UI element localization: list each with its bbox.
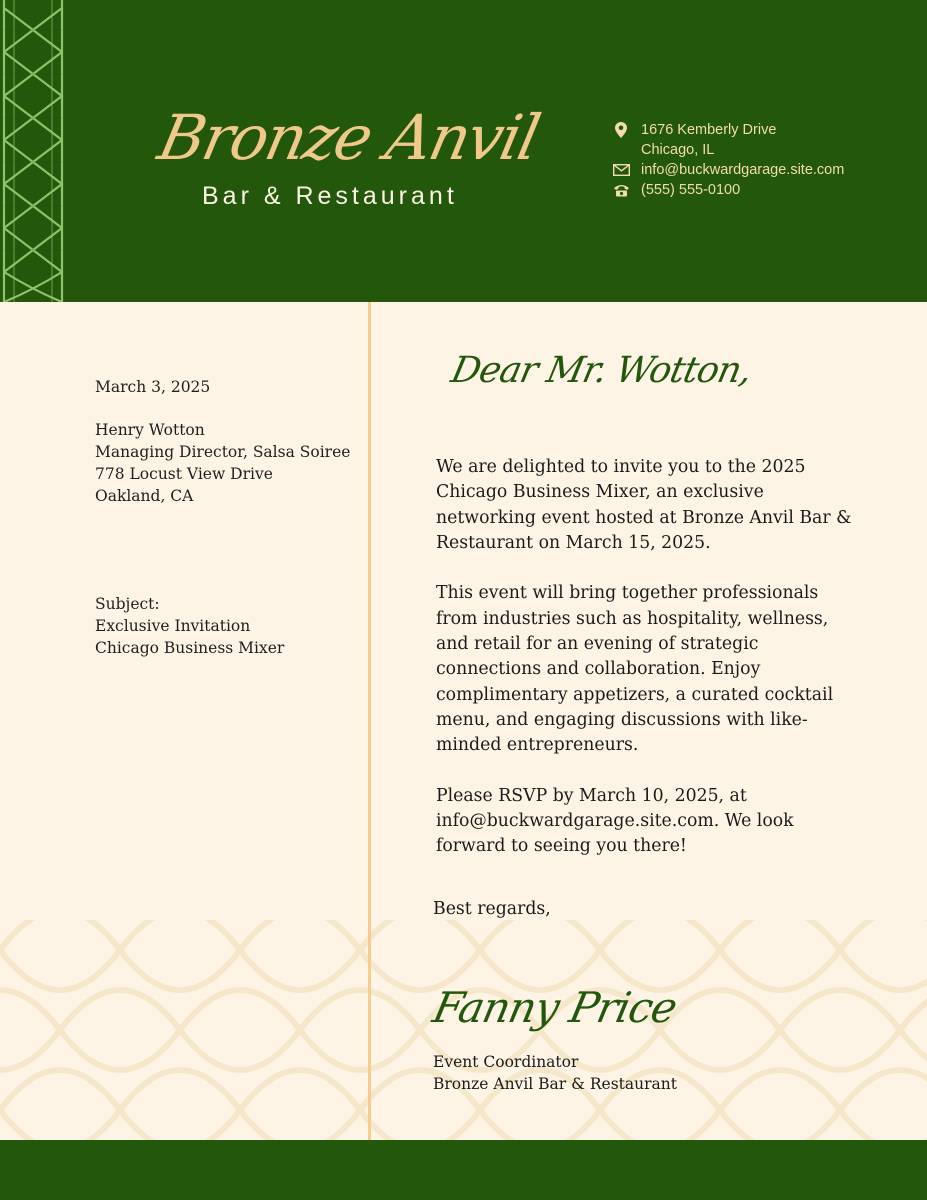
address-line2: Chicago, IL	[641, 142, 715, 158]
phone-row	[612, 180, 844, 200]
subject-line1: Exclusive Invitation	[95, 617, 251, 635]
signature: Fanny Price	[428, 983, 681, 1032]
contact-email[interactable]: info@buckwardgarage.site.com	[641, 162, 845, 178]
email-row	[612, 160, 844, 180]
letter-date	[95, 376, 210, 398]
contact-phone[interactable]: (555) 555-0100	[641, 182, 741, 198]
recipient-name: Henry Wotton	[95, 421, 205, 439]
signer-block	[433, 1051, 677, 1095]
recipient-street: 778 Locust View Drive	[95, 465, 273, 483]
body-paragraph-3: Please RSVP by March 10, 2025, at info@buckwardgarage.site.com. We look forward to seeing you there!	[436, 785, 794, 857]
envelope-icon	[612, 160, 630, 180]
recipient-title: Managing Director, Salsa Soiree	[95, 443, 351, 461]
closing: Best regards,	[433, 899, 551, 919]
brand-subtitle: Bar & Restaurant	[202, 182, 458, 210]
celtic-knot-border	[0, 0, 66, 302]
address-row	[612, 120, 844, 160]
salutation: Dear Mr. Wotton,	[447, 350, 756, 391]
subject-label: Subject:	[95, 595, 160, 613]
date-text: March 3, 2025	[95, 378, 211, 396]
phone-icon	[612, 180, 630, 200]
footer-band	[0, 1140, 927, 1200]
letter-body	[436, 455, 856, 885]
location-pin-icon	[612, 120, 630, 140]
body-paragraph-2: This event will bring together professionals from industries such as hospitality, wellness, and retail for an evening of strategic connections and collaboration. Enjoy complimentary appetizers, a curated cocktail menu, and engaging discussions with like-minded entrepreneurs.	[436, 583, 834, 756]
contact-block	[612, 120, 844, 200]
body-paragraph-1: We are delighted to invite you to the 2025 Chicago Business Mixer, an exclusive networking event hosted at Bronze Anvil Bar & Restaurant on March 15, 2025.	[436, 457, 852, 553]
brand-name: Bronze Anvil	[152, 101, 545, 174]
subject-line2: Chicago Business Mixer	[95, 639, 285, 657]
subject-block	[95, 593, 284, 659]
signer-title: Event Coordinator	[433, 1053, 579, 1071]
address-line1: 1676 Kemberly Drive	[641, 122, 777, 138]
recipient-block	[95, 419, 350, 507]
letterhead-header	[0, 0, 927, 302]
column-divider	[368, 302, 371, 1140]
signer-company: Bronze Anvil Bar & Restaurant	[433, 1075, 677, 1093]
recipient-city: Oakland, CA	[95, 487, 194, 505]
